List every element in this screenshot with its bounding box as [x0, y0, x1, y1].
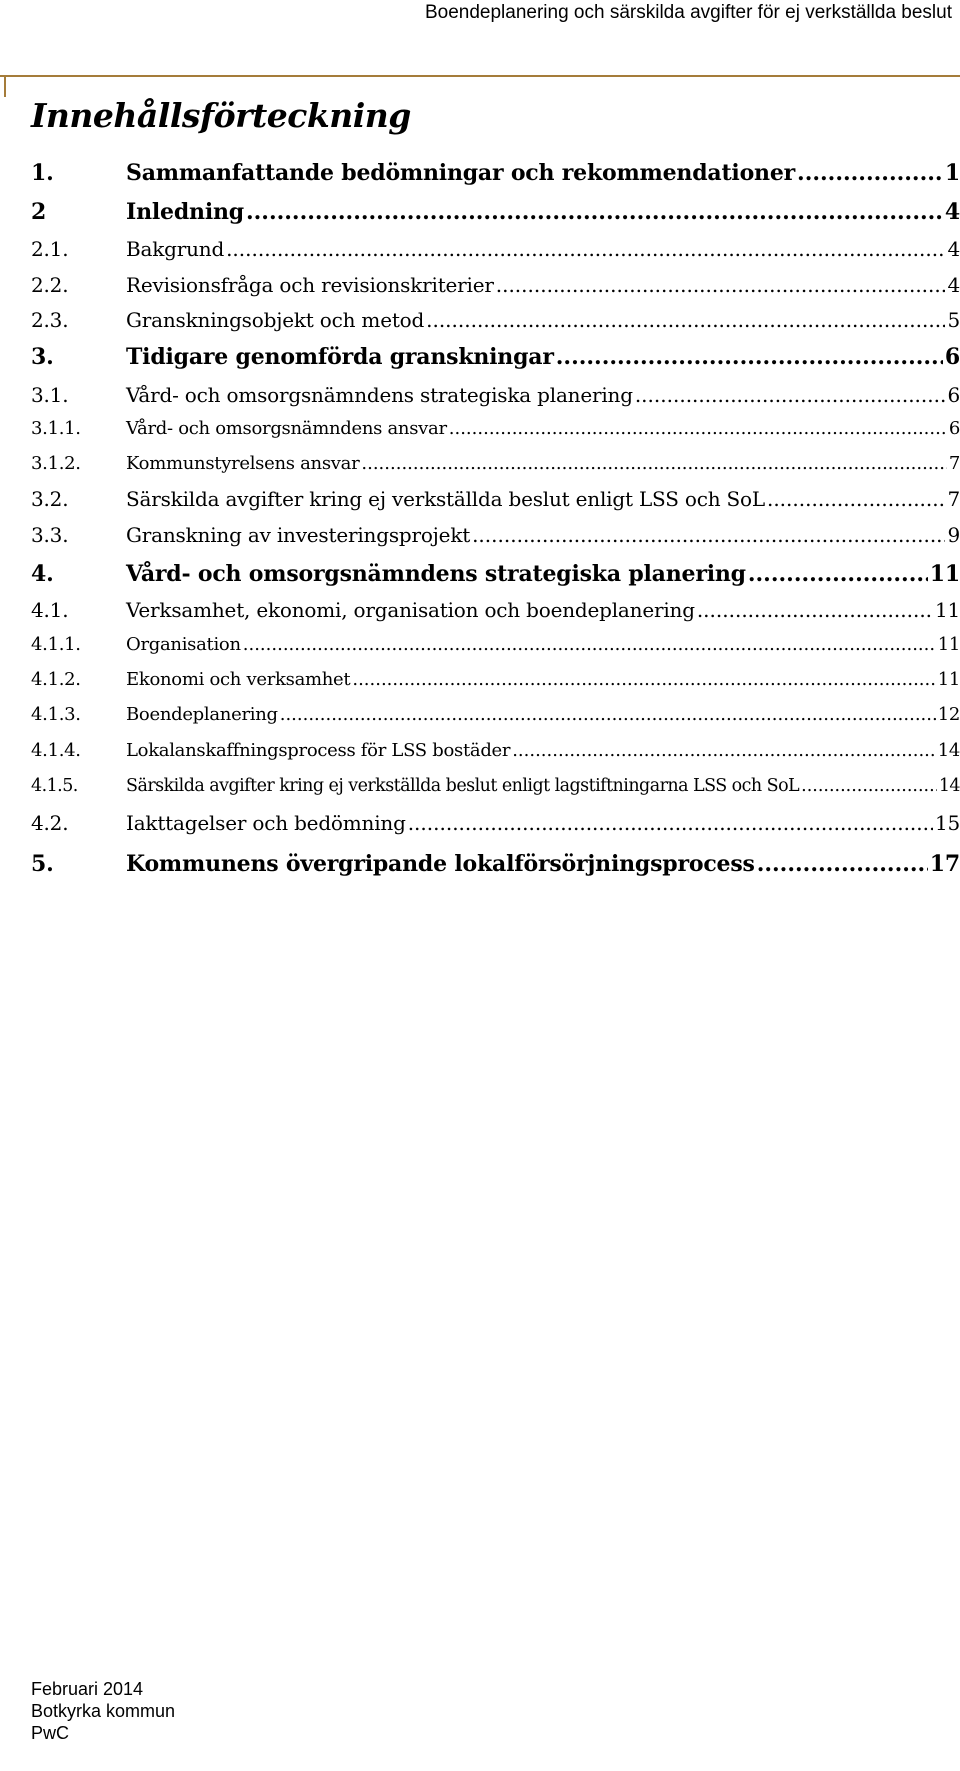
toc-entry-title: Lokalanskaffningsprocess för LSS bostäder — [126, 740, 511, 761]
toc-entry[interactable] — [31, 523, 960, 547]
toc-dot-leader — [449, 418, 947, 439]
header-rule-corner — [4, 75, 6, 97]
toc-entry-page: 17 — [929, 851, 960, 877]
toc-entry-title: Särskilda avgifter kring ej verkställda beslut enligt lagstiftningarna LSS och SoL — [126, 776, 800, 796]
toc-entry-number: 2.2. — [31, 273, 69, 297]
toc-entry-title: Vård- och omsorgsnämndens strategiska planering — [126, 561, 746, 587]
toc-entry-page: 1 — [944, 160, 960, 186]
toc-entry[interactable] — [31, 669, 960, 690]
toc-entry-number: 4. — [31, 561, 54, 587]
toc-entry-title: Särskilda avgifter kring ej verkställda beslut enligt LSS och SoL — [126, 487, 765, 511]
toc-entry-page: 6 — [947, 383, 960, 407]
toc-entry-page: 14 — [938, 776, 960, 796]
toc-entry-title: Revisionsfråga och revisionskriterier — [126, 273, 494, 297]
toc-entry-title: Vård- och omsorgsnämndens strategiska planering — [126, 383, 633, 407]
header-rule — [0, 75, 960, 97]
toc-entry-title: Ekonomi och verksamhet — [126, 669, 351, 690]
toc-dot-leader — [496, 273, 946, 297]
toc-entry-page: 5 — [947, 308, 960, 332]
toc-entry-page: 6 — [948, 418, 960, 439]
toc-dot-leader — [748, 561, 928, 587]
toc-entry-number: 1. — [31, 160, 54, 186]
toc-entry-title: Granskningsobjekt och metod — [126, 308, 425, 332]
toc-entry-title: Granskning av investeringsprojekt — [126, 523, 471, 547]
toc-dot-leader — [697, 598, 933, 622]
footer — [31, 1678, 175, 1744]
toc-entry-number: 2.1. — [31, 237, 69, 261]
toc-entry-number: 4.2. — [31, 811, 69, 835]
toc-entry[interactable] — [31, 598, 960, 622]
toc-entry-page: 4 — [947, 237, 960, 261]
toc-entry[interactable] — [31, 851, 960, 877]
toc-dot-leader — [226, 237, 945, 261]
toc-dot-leader — [556, 344, 943, 370]
toc-entry[interactable] — [31, 237, 960, 261]
toc-entry[interactable] — [31, 383, 960, 407]
toc-entry-page: 7 — [948, 453, 960, 474]
toc-entry-page: 11 — [937, 634, 960, 655]
toc-entry-page: 4 — [944, 199, 960, 225]
toc-dot-leader — [243, 634, 936, 655]
toc-entry-title: Verksamhet, ekonomi, organisation och boendeplanering — [126, 598, 695, 622]
toc-entry[interactable] — [31, 487, 960, 511]
toc-entry-number: 4.1. — [31, 598, 69, 622]
toc-dot-leader — [472, 523, 945, 547]
footer-date: Februari 2014 — [31, 1679, 144, 1699]
toc-entry-number: 3.1.1. — [31, 418, 81, 439]
footer-firm: PwC — [31, 1723, 70, 1743]
toc-entry[interactable] — [31, 308, 960, 332]
toc-entry-page: 4 — [947, 273, 960, 297]
toc-entry-number: 5. — [31, 851, 54, 877]
toc-dot-leader — [635, 383, 946, 407]
toc-dot-leader — [352, 669, 935, 690]
toc-entry-title: Organisation — [126, 634, 241, 655]
toc-entry-page: 11 — [929, 561, 960, 587]
running-header: Boendeplanering och särskilda avgifter för ej verkställda beslut — [424, 2, 952, 23]
toc-entry[interactable] — [31, 418, 960, 439]
toc-entry-title: Kommunstyrelsens ansvar — [126, 453, 360, 474]
toc-dot-leader — [426, 308, 945, 332]
toc-entry-number: 3.1.2. — [31, 453, 81, 474]
toc-entry-page: 9 — [947, 523, 960, 547]
toc-entry[interactable] — [31, 160, 960, 186]
toc-entry-page: 7 — [947, 487, 960, 511]
toc-entry-title: Vård- och omsorgsnämndens ansvar — [126, 418, 447, 439]
toc-title: Innehållsförteckning — [31, 96, 411, 135]
toc-dot-leader — [408, 811, 933, 835]
toc-entry-page: 11 — [937, 669, 960, 690]
toc-dot-leader — [757, 851, 928, 877]
toc-entry[interactable] — [31, 561, 960, 587]
toc-entry-page: 14 — [937, 740, 960, 761]
toc-entry-number: 4.1.5. — [31, 776, 78, 796]
toc-dot-leader — [801, 776, 937, 796]
toc-dot-leader — [246, 199, 943, 225]
toc-dot-leader — [767, 487, 946, 511]
toc-entry-page: 6 — [944, 344, 960, 370]
toc-entry-title: Bakgrund — [126, 237, 225, 261]
toc-entry-title: Inledning — [126, 199, 244, 225]
toc-entry-title: Sammanfattande bedömningar och rekommendationer — [126, 160, 796, 186]
toc-entry-number: 4.1.3. — [31, 704, 81, 725]
toc-entry[interactable] — [31, 273, 960, 297]
toc-entry-number: 3.2. — [31, 487, 69, 511]
toc-dot-leader — [280, 704, 936, 725]
toc-entry-page: 12 — [937, 704, 960, 725]
toc-entry[interactable] — [31, 811, 960, 835]
toc-dot-leader — [361, 453, 946, 474]
toc-entry-page: 11 — [934, 598, 960, 622]
toc-entry-number: 4.1.2. — [31, 669, 81, 690]
toc-entry[interactable] — [31, 634, 960, 655]
toc-entry-title: Kommunens övergripande lokalförsörjningsprocess — [126, 851, 755, 877]
toc-entry-number: 3. — [31, 344, 54, 370]
header-rule-line — [0, 75, 960, 77]
toc-entry-number: 2.3. — [31, 308, 69, 332]
toc-entry-page: 15 — [934, 811, 960, 835]
toc-dot-leader — [797, 160, 943, 186]
toc-entry-number: 4.1.1. — [31, 634, 81, 655]
footer-organization: Botkyrka kommun — [31, 1701, 176, 1721]
toc-entry-number: 2 — [31, 199, 47, 225]
toc-entry-title: Tidigare genomförda granskningar — [126, 344, 554, 370]
toc-entry-title: Iakttagelser och bedömning — [126, 811, 406, 835]
toc-entry[interactable] — [31, 199, 960, 225]
toc-entry[interactable] — [31, 453, 960, 474]
toc-entry-title: Boendeplanering — [126, 704, 278, 725]
toc-entry[interactable] — [31, 740, 960, 761]
toc-entry-number: 3.1. — [31, 383, 69, 407]
toc-entry[interactable] — [31, 704, 960, 725]
toc-dot-leader — [512, 740, 935, 761]
toc-entry-number: 3.3. — [31, 523, 69, 547]
toc-entry[interactable] — [31, 344, 960, 370]
toc-entry-number: 4.1.4. — [31, 740, 81, 761]
toc-entry[interactable] — [31, 776, 960, 796]
